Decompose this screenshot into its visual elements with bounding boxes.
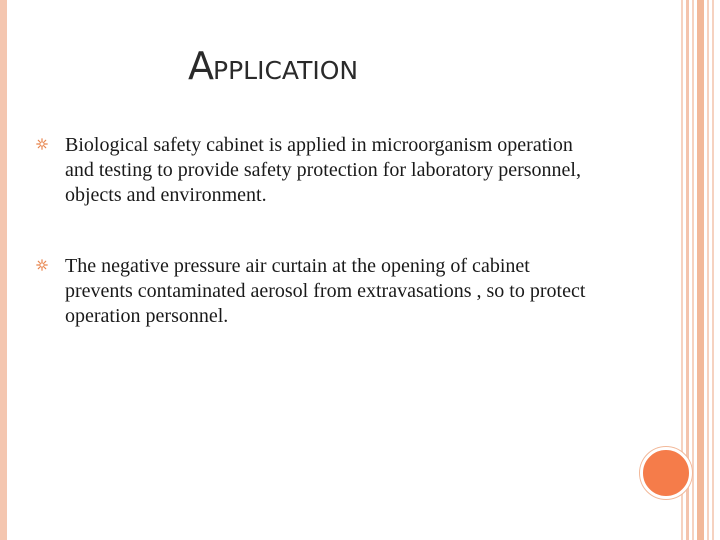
bullet-item: [36, 133, 596, 208]
bullet-list: [36, 133, 596, 375]
slide-title-rest: PPLICATION: [213, 56, 359, 85]
left-decorative-stripe: [0, 0, 7, 540]
sun-bullet-icon: [36, 259, 48, 271]
bullet-text: The negative pressure air curtain at the opening of cabinet prevents contaminated aerosol from extravasations , so to protect operation personnel.: [65, 255, 586, 327]
slide-title: [188, 44, 359, 88]
right-decorative-stripe: [707, 0, 709, 540]
sun-bullet-icon: [36, 138, 48, 150]
decorative-circle: [640, 447, 692, 499]
slide-title-first-letter: A: [188, 44, 213, 88]
bullet-text: Biological safety cabinet is applied in microorganism operation and testing to provide safety protection for laboratory personnel, objects and environment.: [65, 134, 581, 206]
bullet-item: [36, 254, 596, 329]
right-decorative-stripe: [712, 0, 714, 540]
right-decorative-stripe: [692, 0, 694, 540]
right-decorative-stripe: [697, 0, 704, 540]
